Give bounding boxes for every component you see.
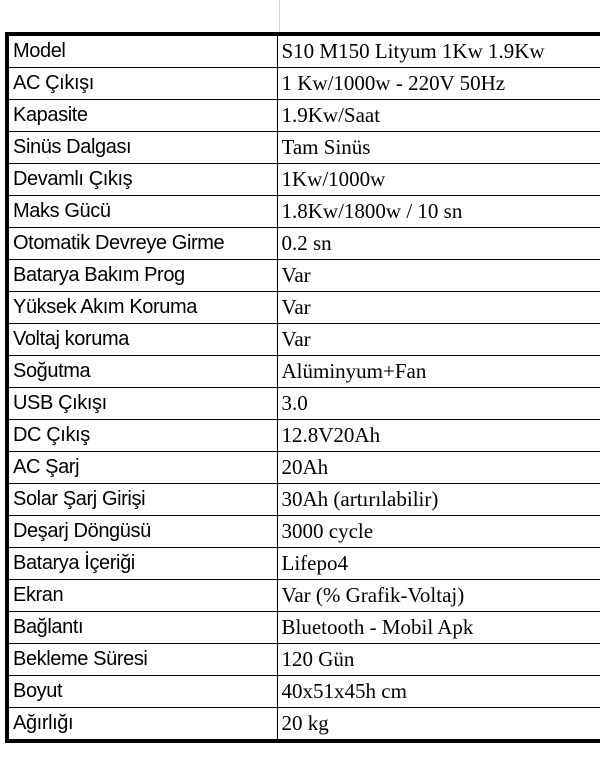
spec-value: Var: [277, 292, 600, 324]
spec-value: 3.0: [277, 388, 600, 420]
spec-value: 20Ah: [277, 452, 600, 484]
table-row: [7, 612, 600, 644]
spec-value: 120 Gün: [277, 644, 600, 676]
spec-label: Sinüs Dalgası: [7, 132, 277, 164]
table-row: [7, 324, 600, 356]
spec-label: Bağlantı: [7, 612, 277, 644]
spec-value: Lifepo4: [277, 548, 600, 580]
sheet-gridline: [279, 0, 280, 32]
table-row: [7, 292, 600, 324]
spec-label: Otomatik Devreye Girme: [7, 228, 277, 260]
spec-label: AC Şarj: [7, 452, 277, 484]
table-row: [7, 388, 600, 420]
table-row: [7, 708, 600, 742]
spec-label: Solar Şarj Girişi: [7, 484, 277, 516]
spec-value: 30Ah (artırılabilir): [277, 484, 600, 516]
table-row: [7, 420, 600, 452]
table-row: [7, 516, 600, 548]
table-row: [7, 484, 600, 516]
spec-value: 1Kw/1000w: [277, 164, 600, 196]
table-row: [7, 100, 600, 132]
spec-value: 1 Kw/1000w - 220V 50Hz: [277, 68, 600, 100]
spec-label: DC Çıkış: [7, 420, 277, 452]
spec-label: USB Çıkışı: [7, 388, 277, 420]
spec-label: Ekran: [7, 580, 277, 612]
spec-label: Boyut: [7, 676, 277, 708]
spec-value: 0.2 sn: [277, 228, 600, 260]
spec-label: Soğutma: [7, 356, 277, 388]
spec-value: 1.9Kw/Saat: [277, 100, 600, 132]
table-row: [7, 260, 600, 292]
spec-value: 3000 cycle: [277, 516, 600, 548]
spec-label: AC Çıkışı: [7, 68, 277, 100]
spec-value: 12.8V20Ah: [277, 420, 600, 452]
table-row: [7, 580, 600, 612]
table-row: [7, 164, 600, 196]
table-row: [7, 34, 600, 68]
spec-value: Bluetooth - Mobil Apk: [277, 612, 600, 644]
spec-label: Bekleme Süresi: [7, 644, 277, 676]
spec-value: 20 kg: [281, 711, 329, 735]
spec-label: Batarya Bakım Prog: [7, 260, 277, 292]
table-row: [7, 452, 600, 484]
table-row: [7, 676, 600, 708]
spec-table-body: [7, 34, 600, 741]
spec-value: 1.8Kw/1800w / 10 sn: [277, 196, 600, 228]
spec-label: Voltaj koruma: [7, 324, 277, 356]
spec-value: Tam Sinüs: [277, 132, 600, 164]
spec-value: Alüminyum+Fan: [277, 356, 600, 388]
spec-label: Kapasite: [7, 100, 277, 132]
table-row: [7, 644, 600, 676]
spec-value: S10 M150 Lityum 1Kw 1.9Kw: [277, 34, 600, 68]
spec-label: Ağırlığı: [7, 708, 277, 742]
spec-label: Batarya İçeriği: [7, 548, 277, 580]
table-row: [7, 196, 600, 228]
spec-label: Devamlı Çıkış: [7, 164, 277, 196]
spec-label: Deşarj Döngüsü: [7, 516, 277, 548]
table-row: [7, 132, 600, 164]
spec-table: [5, 32, 600, 743]
table-row: [7, 356, 600, 388]
spec-label: Maks Gücü: [7, 196, 277, 228]
table-row: [7, 548, 600, 580]
spec-label: Model: [7, 34, 277, 68]
table-row: [7, 228, 600, 260]
spec-value: 40x51x45h cm: [277, 676, 600, 708]
spec-value: Var: [277, 324, 600, 356]
spec-value: Var (% Grafik-Voltaj): [277, 580, 600, 612]
table-row: [7, 68, 600, 100]
spec-label: Yüksek Akım Koruma: [7, 292, 277, 324]
spec-value: Var: [277, 260, 600, 292]
